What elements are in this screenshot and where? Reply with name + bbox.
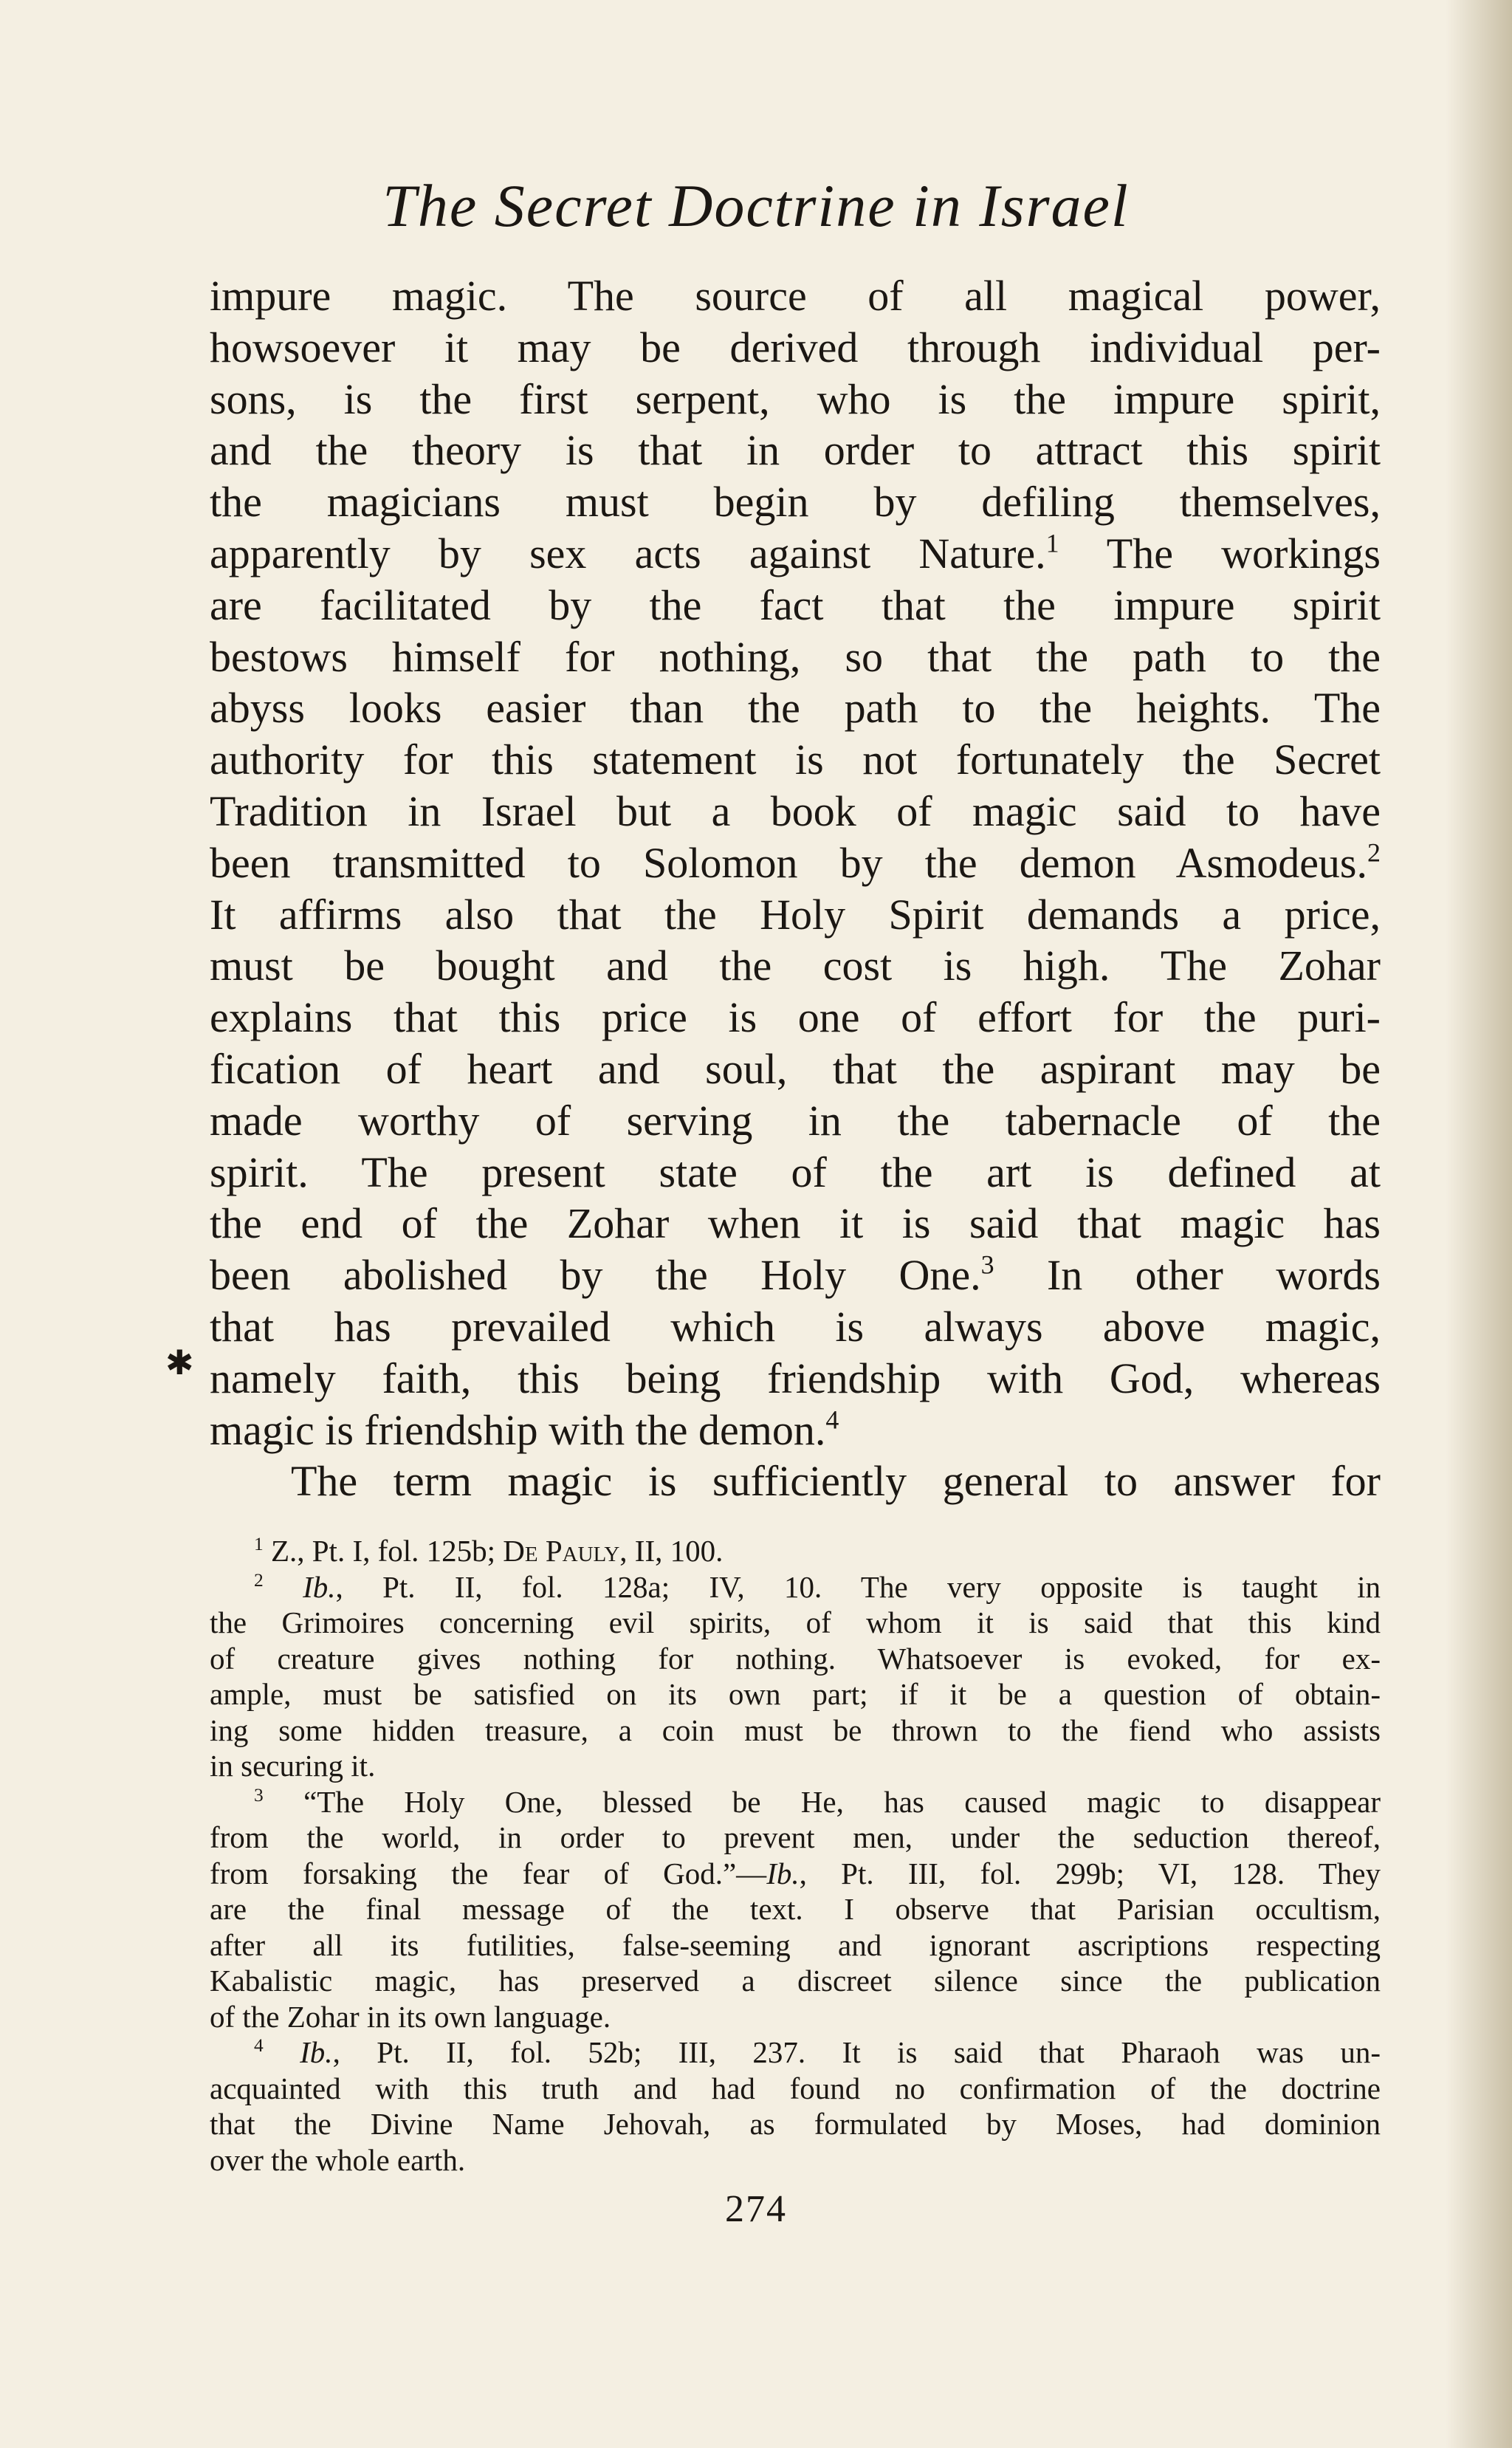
- body-line: abyss looks easier than the path to the heights. The: [210, 684, 1381, 733]
- footnote-3: $^3$ “The Holy One, blessed be He, has caused magic to disappear from the world, in order to prevent men, under the seduction thereof, from forsaking the fear of God.”—Ib., Pt. III, fol. 299b; VI, 128. They are the final message of the text. I observe that Parisian occultism, after all its futilities, false-seeming and ignorant ascriptions respecting Kabalistic magic, has preserved a discreet silence since the publication of the Zohar in its own language.: [210, 1784, 1381, 2034]
- body-line: are facilitated by the fact that the impure spirit: [210, 580, 1381, 629]
- body-line: the magicians must begin by defiling themselves,: [210, 478, 1381, 527]
- body-line: Tradition in Israel but a book of magic said to have: [210, 786, 1381, 835]
- running-head: The Secret Doctrine in Israel: [382, 172, 1130, 239]
- footnote-number: 4: [254, 2034, 264, 2056]
- body-line: bestows himself for nothing, so that the path to the: [210, 632, 1381, 681]
- body-line: impure magic. The source of all magical power,: [210, 272, 1381, 320]
- footnote-number: 1: [254, 1533, 264, 1554]
- body-line: authority for this statement is not fortunately the Secret: [210, 736, 1381, 784]
- body-line: sons, is the first serpent, who is the impure spirit,: [210, 374, 1381, 423]
- footnote-number: 2: [254, 1569, 264, 1591]
- footnotes: [210, 1533, 1381, 2178]
- footnote-marker: 1: [1045, 528, 1059, 558]
- body-line: must be bought and the cost is high. The Zohar: [210, 942, 1381, 990]
- footnote-1: $^1$ Z., Pt. I, fol. 125b; De Pauly, II, 100.: [254, 1533, 724, 1568]
- footnote-marker: 4: [825, 1404, 839, 1434]
- body-line: magic is friendship with the demon.$^4$: [210, 1404, 839, 1454]
- body-line: been transmitted to Solomon by the demon Asmodeus.$^2$: [210, 837, 1381, 887]
- footnote-2: $^2$ Ib., Pt. II, fol. 128a; IV, 10. The very opposite is taught in the Grimoires concerning evil spirits, of whom it is said that this kind of creature gives nothing for nothing. Whatsoever is evoked, for ex- ample, must be satisfied on its own part; if it be a question of obtain- ing some hidden treasure, a coin must be thrown to the fiend who assists in securing it.: [210, 1569, 1381, 1783]
- body-line: explains that this price is one of effort for the puri-: [210, 993, 1381, 1042]
- footnote-4: $^4$ Ib., Pt. II, fol. 52b; III, 237. It is said that Pharaoh was un- acquainted with this truth and had found no confirmation of the doctrine that the Divine Name Jehovah, as formulated by Moses, had dominion over the whole earth.: [210, 2034, 1381, 2177]
- body-line: namely faith, this being friendship with God, whereas: [210, 1354, 1381, 1402]
- body-line: and the theory is that in order to attract this spirit: [210, 426, 1381, 475]
- body-line: made worthy of serving in the tabernacle of the: [210, 1096, 1381, 1145]
- page-number: 274: [725, 2188, 787, 2230]
- body-line: apparently by sex acts against Nature.$^1$ The workings: [210, 528, 1381, 577]
- body-line: the end of the Zohar when it is said that magic has: [210, 1199, 1381, 1248]
- body-line: that has prevailed which is always above magic,: [210, 1302, 1381, 1351]
- body-line: spirit. The present state of the art is defined at: [210, 1148, 1381, 1196]
- footnote-marker: 3: [980, 1249, 994, 1280]
- body-line: howsoever it may be derived through individual per-: [210, 323, 1381, 371]
- body-line: fication of heart and soul, that the aspirant may be: [210, 1044, 1381, 1093]
- margin-star-mark: ✱: [165, 1344, 194, 1382]
- footnote-number: 3: [254, 1784, 264, 1806]
- body-line: It affirms also that the Holy Spirit demands a price,: [210, 890, 1381, 939]
- footnote-marker: 2: [1367, 837, 1381, 868]
- body-line: The term magic is sufficiently general to answer for: [291, 1457, 1381, 1506]
- body-line: been abolished by the Holy One.$^3$ In other words: [210, 1249, 1381, 1300]
- body-text: [210, 270, 1381, 1507]
